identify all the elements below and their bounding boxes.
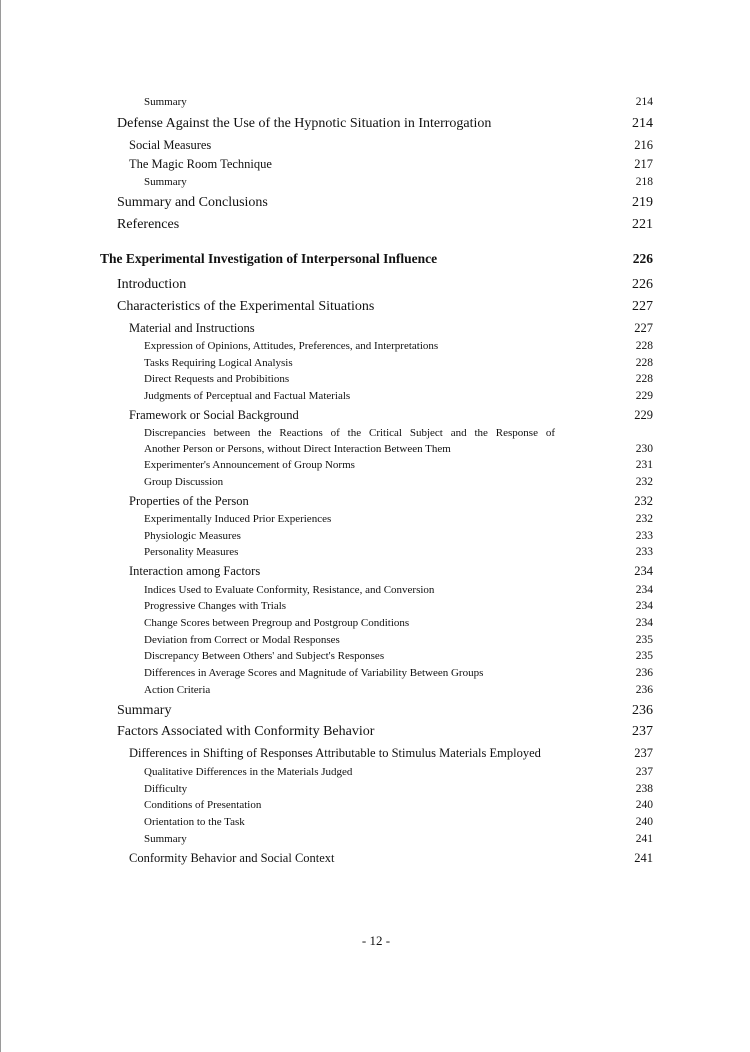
toc-entry-page: 226: [632, 251, 653, 266]
toc-entry-title: Characteristics of the Experimental Situations: [117, 299, 375, 314]
toc-entry-title: Qualitative Differences in the Materials Judged: [144, 766, 353, 778]
toc-entry-title: Summary: [144, 96, 187, 108]
table-of-contents: [1, 0, 750, 1052]
toc-entry-page: 226: [632, 277, 653, 292]
toc-entry-title: Deviation from Correct or Modal Responses: [144, 634, 340, 646]
toc-entry-page: 238: [635, 783, 653, 795]
toc-entry-page: 216: [634, 138, 653, 152]
toc-entry-title: Material and Instructions: [129, 321, 255, 335]
toc-entry-title: Conditions of Presentation: [144, 799, 262, 811]
toc-entry-page: 237: [634, 746, 653, 760]
toc-entry-page: 241: [635, 833, 653, 845]
toc-entry-page: 240: [635, 799, 653, 811]
toc-entry-title: Properties of the Person: [129, 494, 249, 508]
toc-entry-page: 241: [634, 851, 653, 865]
toc-entry-page: 233: [635, 530, 653, 542]
toc-entry-title: References: [117, 217, 180, 232]
toc-entry-title: Differences in Average Scores and Magnitude of Variability Between Groups: [144, 667, 484, 679]
toc-entry-page: 221: [632, 217, 653, 232]
page-number: - 12 -: [361, 933, 391, 948]
toc-entry-title: Judgments of Perceptual and Factual Materials: [144, 390, 351, 402]
toc-entry-title: Indices Used to Evaluate Conformity, Resistance, and Conversion: [144, 584, 435, 596]
toc-entry-title: Defense Against the Use of the Hypnotic Situation in Interrogation: [117, 116, 492, 131]
toc-entry-title: Orientation to the Task: [144, 816, 245, 828]
toc-entry-title: Difficulty: [144, 783, 188, 795]
toc-entry-title: Experimentally Induced Prior Experiences: [144, 513, 332, 525]
toc-entry-title: Group Discussion: [144, 476, 224, 488]
toc-entry-page: 228: [635, 340, 653, 352]
toc-entry-page: 219: [632, 195, 653, 210]
toc-entry-page: 236: [632, 703, 653, 718]
toc-entry-title: Personality Measures: [144, 546, 239, 558]
toc-entry-title-line1: Discrepancies between the Reactions of the Critical Subject and the Response of: [144, 427, 555, 439]
toc-entry-title: Summary: [144, 833, 187, 845]
toc-entry-title: Direct Requests and Probibitions: [144, 373, 290, 385]
toc-entry-title: Conformity Behavior and Social Context: [129, 851, 335, 865]
toc-entry-page: 237: [635, 766, 653, 778]
toc-entry-page: 228: [635, 357, 653, 369]
toc-entry-title: The Magic Room Technique: [129, 157, 272, 171]
toc-entry-page: 214: [635, 96, 653, 108]
toc-entry-title: Expression of Opinions, Attitudes, Preferences, and Interpretations: [144, 340, 439, 352]
toc-entry-title: Framework or Social Background: [129, 408, 299, 422]
toc-entry-title: Progressive Changes with Trials: [144, 600, 287, 612]
toc-entry-title: Differences in Shifting of Responses Attributable to Stimulus Materials Employed: [129, 746, 541, 760]
toc-entry-page: 227: [634, 321, 653, 335]
toc-entry-page: 234: [635, 600, 653, 612]
toc-entry-page: 217: [634, 157, 653, 171]
toc-entry-page: 232: [635, 513, 653, 525]
toc-entry-page: 232: [634, 494, 653, 508]
toc-entry-page: 227: [632, 299, 653, 314]
toc-entry-page: 228: [635, 373, 653, 385]
toc-entry-title: Social Measures: [129, 138, 212, 152]
toc-entry-page: 234: [634, 564, 653, 578]
toc-entry-title: Physiologic Measures: [144, 530, 241, 542]
toc-entry-page: 235: [635, 634, 653, 646]
toc-entry-title: Introduction: [117, 277, 187, 292]
toc-entry-page: 218: [635, 176, 653, 188]
toc-entry-page: 233: [635, 546, 653, 558]
toc-entry-title: Summary and Conclusions: [117, 195, 268, 210]
toc-entry-page: 237: [632, 724, 653, 739]
toc-entry-page: 214: [632, 116, 653, 131]
toc-entry-title: Another Person or Persons, without Direct Interaction Between Them: [144, 443, 451, 455]
toc-entry-page: 232: [635, 476, 653, 488]
toc-entry-title: Summary: [117, 703, 172, 718]
toc-entry-title: Factors Associated with Conformity Behavior: [117, 724, 375, 739]
toc-entry-page: 234: [635, 617, 653, 629]
toc-entry-page: 229: [634, 408, 653, 422]
toc-entry-title: Tasks Requiring Logical Analysis: [144, 357, 293, 369]
toc-entry-page: 230: [635, 443, 653, 455]
toc-entry-page: 236: [635, 684, 653, 696]
toc-entry-page: 236: [635, 667, 653, 679]
toc-entry-page: 229: [635, 390, 653, 402]
toc-entry-page: 235: [635, 650, 653, 662]
toc-entry-title: Summary: [144, 176, 187, 188]
toc-entry-title: Interaction among Factors: [129, 564, 261, 578]
toc-entry-title: Action Criteria: [144, 684, 211, 696]
toc-entry-page: 240: [635, 816, 653, 828]
toc-entry-title: Discrepancy Between Others' and Subject's Responses: [144, 650, 385, 662]
toc-entry-page: 234: [635, 584, 653, 596]
toc-entry-title: The Experimental Investigation of Interpersonal Influence: [100, 251, 438, 266]
toc-entry-page: 231: [635, 459, 653, 471]
toc-entry-title: Change Scores between Pregroup and Postgroup Conditions: [144, 617, 410, 629]
toc-entry-title: Experimenter's Announcement of Group Norms: [144, 459, 355, 471]
